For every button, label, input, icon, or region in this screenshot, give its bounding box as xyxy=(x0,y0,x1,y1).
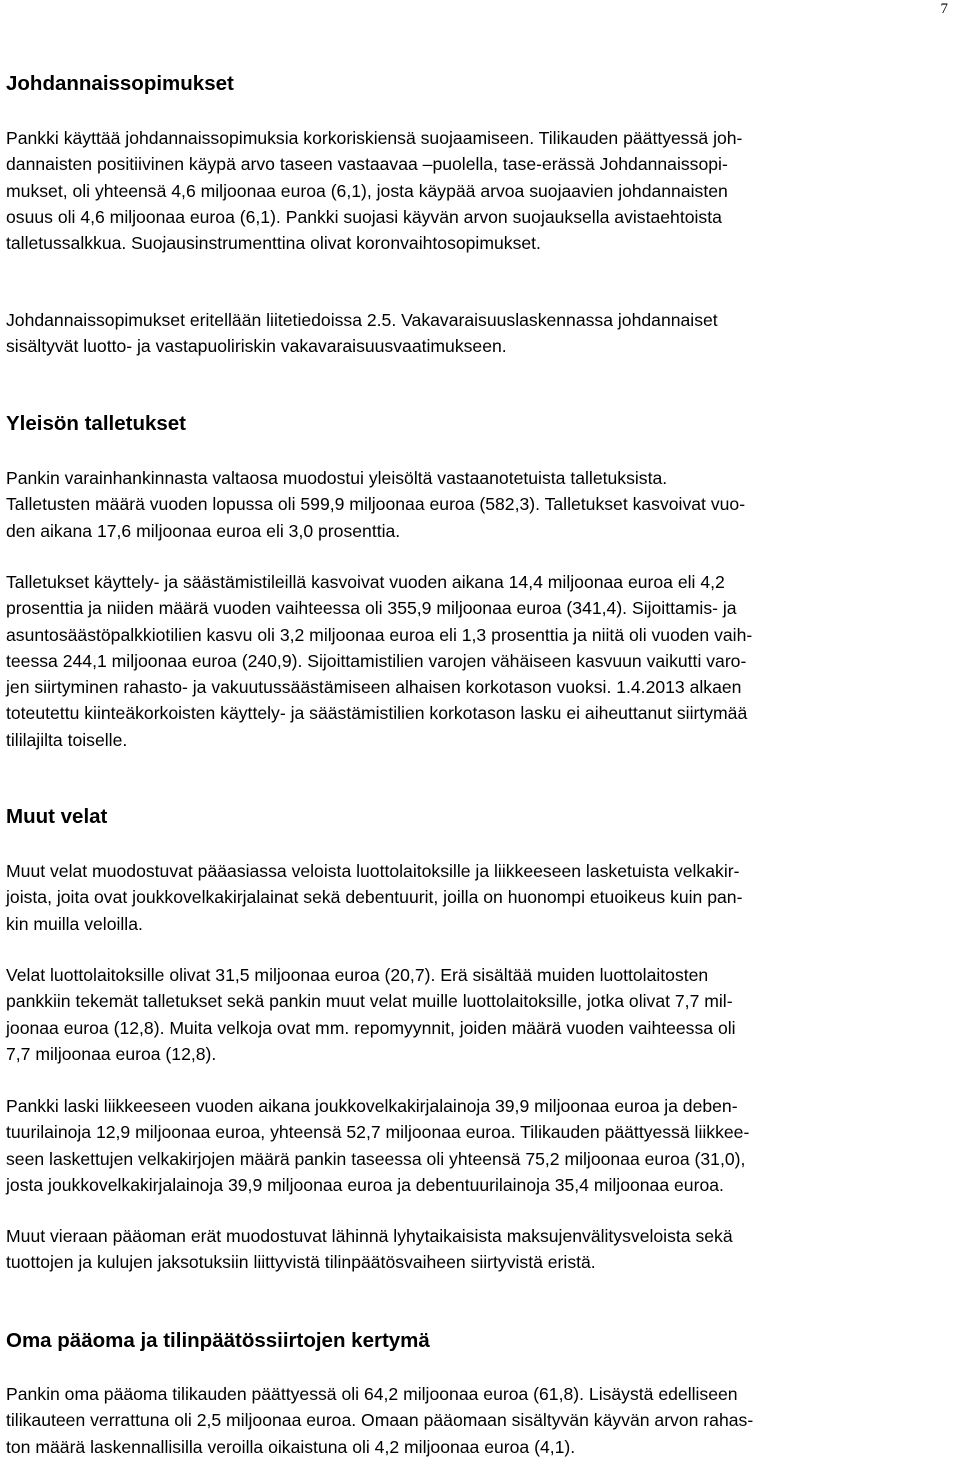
text-line: 7,7 miljoonaa euroa (12,8). xyxy=(6,1043,217,1064)
heading-johdannaissopimukset: Johdannaissopimukset xyxy=(6,72,234,95)
text-line: tuottojen ja kulujen jaksotuksiin liittyvistä tilinpäätösvaiheen siirtyvistä eristä. xyxy=(6,1252,596,1273)
text-line: sisältyvät luotto- ja vastapuoliriskin vakavaraisuusvaatimukseen. xyxy=(6,336,507,357)
text-line: tililajilta toiselle. xyxy=(6,729,128,750)
paragraph-johdannaiset-2 xyxy=(6,307,954,360)
text-line: josta joukkovelkakirjalainoja 39,9 miljoonaa euroa ja debentuurilainoja 35,4 miljoonaa euroa. xyxy=(6,1174,724,1195)
text-line: tuurilainoja 12,9 miljoonaa euroa, yhteensä 52,7 miljoonaa euroa. Tilikauden päättyessä liikkee- xyxy=(6,1122,750,1143)
paragraph-velat-4 xyxy=(6,1223,954,1276)
text-line: Talletusten määrä vuoden lopussa oli 599,9 miljoonaa euroa (582,3). Talletukset kasvoivat vuo- xyxy=(6,494,746,515)
text-line: asuntosäästöpalkkiotilien kasvu oli 3,2 miljoonaa euroa eli 1,3 prosenttia ja niitä oli vuoden vaih- xyxy=(6,624,753,645)
text-line: Velat luottolaitoksille olivat 31,5 miljoonaa euroa (20,7). Erä sisältää muiden luottolaitosten xyxy=(6,965,709,985)
text-line: joista, joita ovat joukkovelkakirjalainat sekä debentuurit, joilla on huonompi etuoikeus kuin pan- xyxy=(6,887,743,908)
text-line: teessa 244,1 miljoonaa euroa (240,9). Sijoittamistilien varojen vähäiseen kasvuun vaikutti varo- xyxy=(6,650,747,671)
text-line: Muut vieraan pääoman erät muodostuvat lähinnä lyhytaikaisista maksujenvälitysveloista sekä xyxy=(6,1226,733,1246)
paragraph-velat-1 xyxy=(6,858,954,937)
text-line: pankkiin tekemät talletukset sekä pankin muut velat muille luottolaitoksille, jotka olivat 7,7 mil- xyxy=(6,991,733,1012)
paragraph-talletukset-1 xyxy=(6,465,954,544)
heading-muut-velat: Muut velat xyxy=(6,805,108,828)
text-line: osuus oli 4,6 miljoonaa euroa (6,1). Pankki suojasi käyvän arvon suojauksella avistaehtoista xyxy=(6,206,722,227)
text-line: prosenttia ja niiden määrä vuoden vaihteessa oli 355,9 miljoonaa euroa (341,4). Sijoittamis- ja xyxy=(6,598,737,619)
text-line: kin muilla veloilla. xyxy=(6,913,143,934)
text-line: Pankin varainhankinnasta valtaosa muodostui yleisöltä vastaanotetuista talletuksista. xyxy=(6,468,668,488)
heading-yleison-talletukset: Yleisön talletukset xyxy=(6,412,187,435)
paragraph-oma-paaoma-1 xyxy=(6,1381,954,1460)
page-number: 7 xyxy=(940,1,948,17)
paragraph-johdannaiset-1 xyxy=(6,125,954,256)
text-line: mukset, oli yhteensä 4,6 miljoonaa euroa (6,1), josta käypää arvoa suojaavien johdannaisten xyxy=(6,180,728,201)
paragraph-talletukset-2 xyxy=(6,569,954,753)
text-line: tilikauteen verrattuna oli 2,5 miljoonaa euroa. Omaan pääomaan sisältyvän käyvän arvon rahas- xyxy=(6,1410,754,1431)
text-line: joonaa euroa (12,8). Muita velkoja ovat mm. repomyynnit, joiden määrä vuoden vaihteessa oli xyxy=(6,1017,736,1038)
text-line: ton määrä laskennallisilla veroilla oikaistuna oli 4,2 miljoonaa euroa (4,1). xyxy=(6,1436,576,1457)
text-line: Muut velat muodostuvat pääasiassa veloista luottolaitoksille ja liikkeeseen lasketuista velkakir- xyxy=(6,861,740,881)
text-line: Pankki laski liikkeeseen vuoden aikana joukkovelkakirjalainoja 39,9 miljoonaa euroa ja deben- xyxy=(6,1096,738,1116)
heading-oma-paaoma: Oma pääoma ja tilinpäätössiirtojen kertymä xyxy=(6,1329,430,1352)
text-line: seen laskettujen velkakirjojen määrä pankin taseessa oli yhteensä 75,2 miljoonaa euroa (31,0), xyxy=(6,1148,746,1169)
text-line: den aikana 17,6 miljoonaa euroa eli 3,0 prosenttia. xyxy=(6,520,401,541)
text-line: Pankki käyttää johdannaissopimuksia korkoriskiensä suojaamiseen. Tilikauden päättyessä joh- xyxy=(6,128,743,148)
text-line: Talletukset käyttely- ja säästämistileillä kasvoivat vuoden aikana 14,4 miljoonaa euroa eli 4,2 xyxy=(6,572,725,592)
text-line: jen siirtyminen rahasto- ja vakuutussäästämiseen alhaisen korkotason vuoksi. 1.4.2013 alkaen xyxy=(6,677,742,698)
text-line: toteutettu kiinteäkorkoisten käyttely- ja säästämistilien korkotason lasku ei aiheuttanut siirtymää xyxy=(6,703,748,724)
text-line: Pankin oma pääoma tilikauden päättyessä oli 64,2 miljoonaa euroa (61,8). Lisäystä edelliseen xyxy=(6,1384,738,1404)
text-line: dannaisten positiivinen käypä arvo taseen vastaavaa –puolella, tase-erässä Johdannaissopi- xyxy=(6,154,728,175)
paragraph-velat-2 xyxy=(6,962,954,1067)
paragraph-velat-3 xyxy=(6,1093,954,1198)
text-line: talletussalkkua. Suojausinstrumenttina olivat koronvaihtosopimukset. xyxy=(6,233,541,254)
text-line: Johdannaissopimukset eritellään liitetiedoissa 2.5. Vakavaraisuuslaskennassa johdannaiset xyxy=(6,310,718,330)
